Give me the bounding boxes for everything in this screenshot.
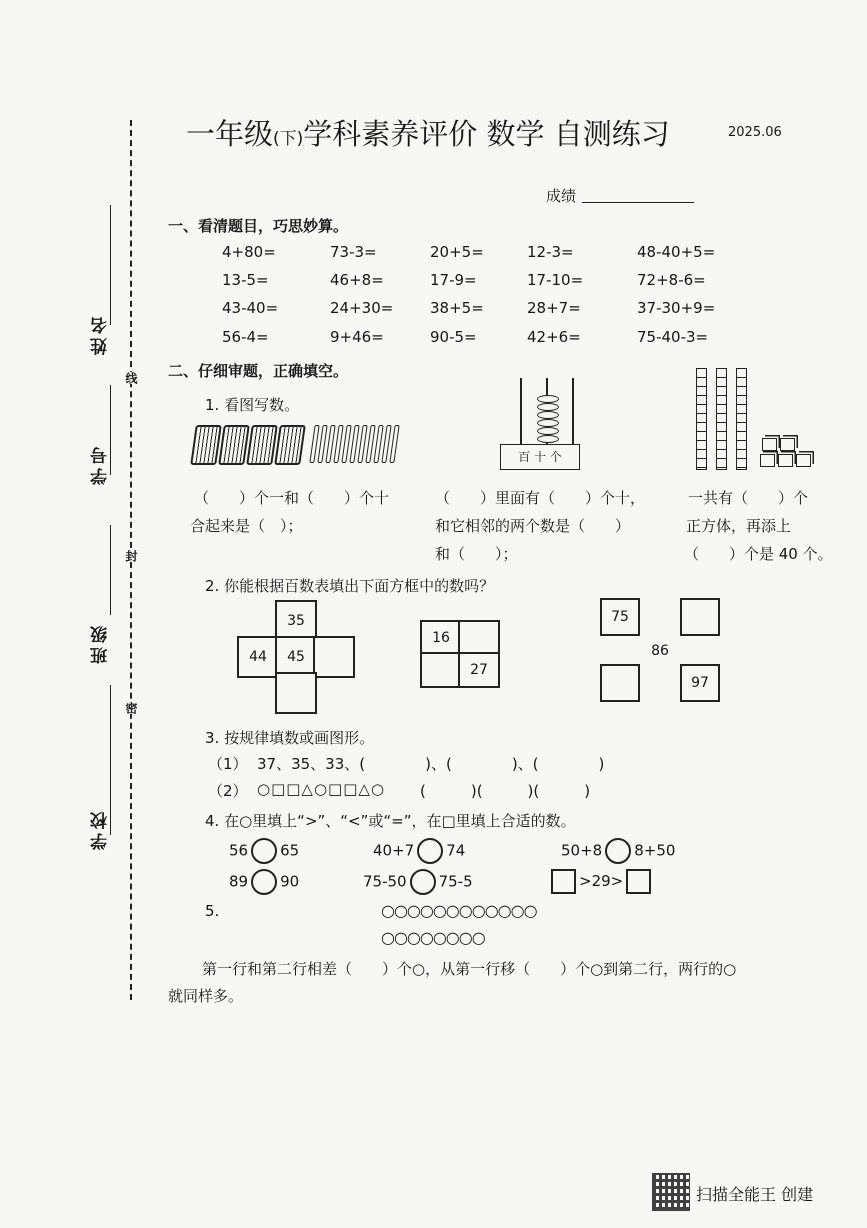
calc-problem[interactable]: 37-30+9= (637, 299, 716, 317)
number-label: 学号 (91, 443, 111, 485)
abacus-bead (537, 395, 559, 403)
compare-left: 75-50 (363, 872, 407, 891)
abacus-base: 百 十 个 (500, 444, 580, 470)
q1b-line3: 和（ ）； (435, 545, 518, 563)
unit-cube (760, 454, 775, 467)
stick-bundle (218, 425, 250, 465)
blank-cell[interactable] (420, 652, 462, 688)
watermark-text: 扫描全能王 创建 (696, 1185, 814, 1204)
q5-label: 5. (205, 902, 220, 920)
q5-text-line1: 第一行和第二行相差（ ）个○，从第一行移（ ）个○到第二行，两行的○ (202, 960, 737, 978)
stick-bundle (274, 425, 306, 465)
compare-right: 74 (446, 841, 466, 860)
title-part: 自测练习 (553, 117, 670, 151)
blank-cell[interactable] (275, 672, 317, 714)
title (186, 112, 670, 153)
circle-row-1: ○○○○○○○○○○○○ (381, 901, 537, 920)
calc-problem[interactable]: 72+8-6= (637, 271, 706, 289)
number-cell: 44 (237, 636, 279, 678)
q3-2-blanks[interactable]: ( )( )( ) (420, 782, 591, 800)
compare-circle[interactable] (605, 838, 631, 864)
q3-2-number: （2） (208, 782, 248, 800)
number-cell: 75 (600, 598, 640, 636)
number-cell: 27 (458, 652, 500, 688)
title-part: 一年级 (186, 117, 274, 151)
calc-problem[interactable]: 17-10= (527, 271, 584, 289)
name-label: 姓名 (91, 313, 111, 355)
number-cell: 35 (275, 600, 317, 642)
blank-cell[interactable] (458, 620, 500, 656)
calc-problem[interactable]: 90-5= (430, 328, 477, 346)
unit-cube (778, 454, 793, 467)
calc-problem[interactable]: 12-3= (527, 243, 574, 261)
unit-cube (762, 438, 777, 451)
compare-right: 8+50 (634, 841, 676, 860)
cut-mark-line: 线 (124, 372, 138, 384)
title-grade: (下) (273, 129, 304, 149)
q1a-line1: （ ）个一和（ ）个十 (194, 489, 390, 507)
compare-right: 65 (280, 841, 300, 860)
cut-mark-close: 密 (124, 702, 138, 714)
compare-circle[interactable] (410, 869, 436, 895)
title-part: 学科素养评价 (303, 117, 478, 151)
compare-left: 50+8 (561, 841, 603, 860)
compare-left: 56 (229, 841, 249, 860)
compare-left: 89 (229, 872, 249, 891)
compare-circle[interactable] (417, 838, 443, 864)
compare-left: 40+7 (373, 841, 415, 860)
q1b-line2: 和它相邻的两个数是（ ） (435, 517, 631, 535)
class-blank-line[interactable] (110, 525, 111, 615)
calc-problem[interactable]: 56-4= (222, 328, 269, 346)
section2-title: 二、仔细审题，正确填空。 (168, 362, 349, 380)
class-label: 班级 (91, 622, 111, 664)
number-cell: 16 (420, 620, 462, 656)
score-blank[interactable] (582, 202, 694, 203)
calc-problem[interactable]: 4+80= (222, 243, 276, 261)
q1c-line3: （ ）个是 40 个。 (684, 545, 833, 563)
single-stick (389, 425, 399, 463)
name-blank-line[interactable] (110, 205, 111, 325)
unit-cube (796, 454, 811, 467)
stick-bundle (190, 425, 222, 465)
q3-1-number: （1） (208, 755, 248, 773)
calc-problem[interactable]: 17-9= (430, 271, 477, 289)
calc-problem[interactable]: 28+7= (527, 299, 581, 317)
abacus-bead (537, 427, 559, 435)
q1a-line2: 合起来是（ ）； (190, 517, 303, 535)
blank-cell[interactable] (313, 636, 355, 678)
compare-right: 90 (280, 872, 300, 891)
abacus-bead (537, 435, 559, 443)
q1c-line1: 一共有（ ）个 (688, 489, 809, 507)
date: 2025.06 (728, 125, 782, 140)
q3-1-sequence: 37、35、33、( )、( )、( ) (257, 755, 605, 773)
cut-mark-seal: 封 (124, 550, 138, 562)
calc-problem[interactable]: 38+5= (430, 299, 484, 317)
calc-problem[interactable]: 46+8= (330, 271, 384, 289)
calc-problem[interactable]: 73-3= (330, 243, 377, 261)
blank-square[interactable] (551, 869, 576, 894)
compare-right: 75-5 (438, 872, 473, 891)
abacus-rod-ones (572, 378, 574, 444)
compare-item (229, 838, 299, 864)
compare-item (561, 838, 675, 864)
calc-problem[interactable]: 43-40= (222, 299, 279, 317)
calc-problem[interactable]: 24+30= (330, 299, 394, 317)
compare-item (229, 869, 299, 895)
abacus-bead (537, 411, 559, 419)
q3-2-shapes: ○□□△○□□△○ (257, 780, 386, 798)
stick-bundle (246, 425, 278, 465)
blank-cell[interactable] (600, 664, 640, 702)
number-cell: 97 (680, 664, 720, 702)
circle-row-2: ○○○○○○○○ (381, 928, 485, 947)
compare-item (373, 838, 465, 864)
qr-code-icon (652, 1173, 690, 1211)
q2-title: 2. 你能根据百数表填出下面方框中的数吗？ (205, 577, 495, 595)
compare-item (363, 869, 473, 895)
q1-title: 1. 看图写数。 (205, 396, 300, 414)
compare-item (548, 869, 654, 894)
title-subject: 数学 (486, 117, 545, 151)
calc-problem[interactable]: 42+6= (527, 328, 581, 346)
compare-circle[interactable] (251, 869, 277, 895)
ten-cube-rod (716, 368, 727, 470)
compare-middle: >29> (579, 872, 624, 890)
section1-title: 一、看清题目，巧思妙算。 (168, 217, 349, 235)
number-cell: 86 (640, 632, 680, 670)
ten-cube-rod (736, 368, 747, 470)
blank-cell[interactable] (680, 598, 720, 636)
q4-title: 4. 在○里填上“>”、“<”或“=”，在□里填上合适的数。 (205, 812, 576, 830)
blank-square[interactable] (626, 869, 651, 894)
q1c-line2: 正方体，再添上 (686, 517, 792, 535)
calc-problem[interactable]: 48-40+5= (637, 243, 716, 261)
compare-circle[interactable] (251, 838, 277, 864)
abacus-bead (537, 419, 559, 427)
number-cell: 45 (275, 636, 317, 678)
calc-problem[interactable]: 9+46= (330, 328, 384, 346)
calc-problem[interactable]: 20+5= (430, 243, 484, 261)
calc-problem[interactable]: 13-5= (222, 271, 269, 289)
calc-problem[interactable]: 75-40-3= (637, 328, 709, 346)
school-label: 学校 (91, 808, 111, 850)
q1b-line1: （ ）里面有（ ）个十， (435, 489, 646, 507)
unit-cube (780, 438, 795, 451)
q5-text-line2: 就同样多。 (168, 987, 244, 1005)
abacus-rod-hundreds (520, 378, 522, 444)
score-label: 成绩 (546, 187, 577, 205)
ten-cube-rod (696, 368, 707, 470)
abacus-bead (537, 403, 559, 411)
q3-title: 3. 按规律填数或画图形。 (205, 729, 375, 747)
